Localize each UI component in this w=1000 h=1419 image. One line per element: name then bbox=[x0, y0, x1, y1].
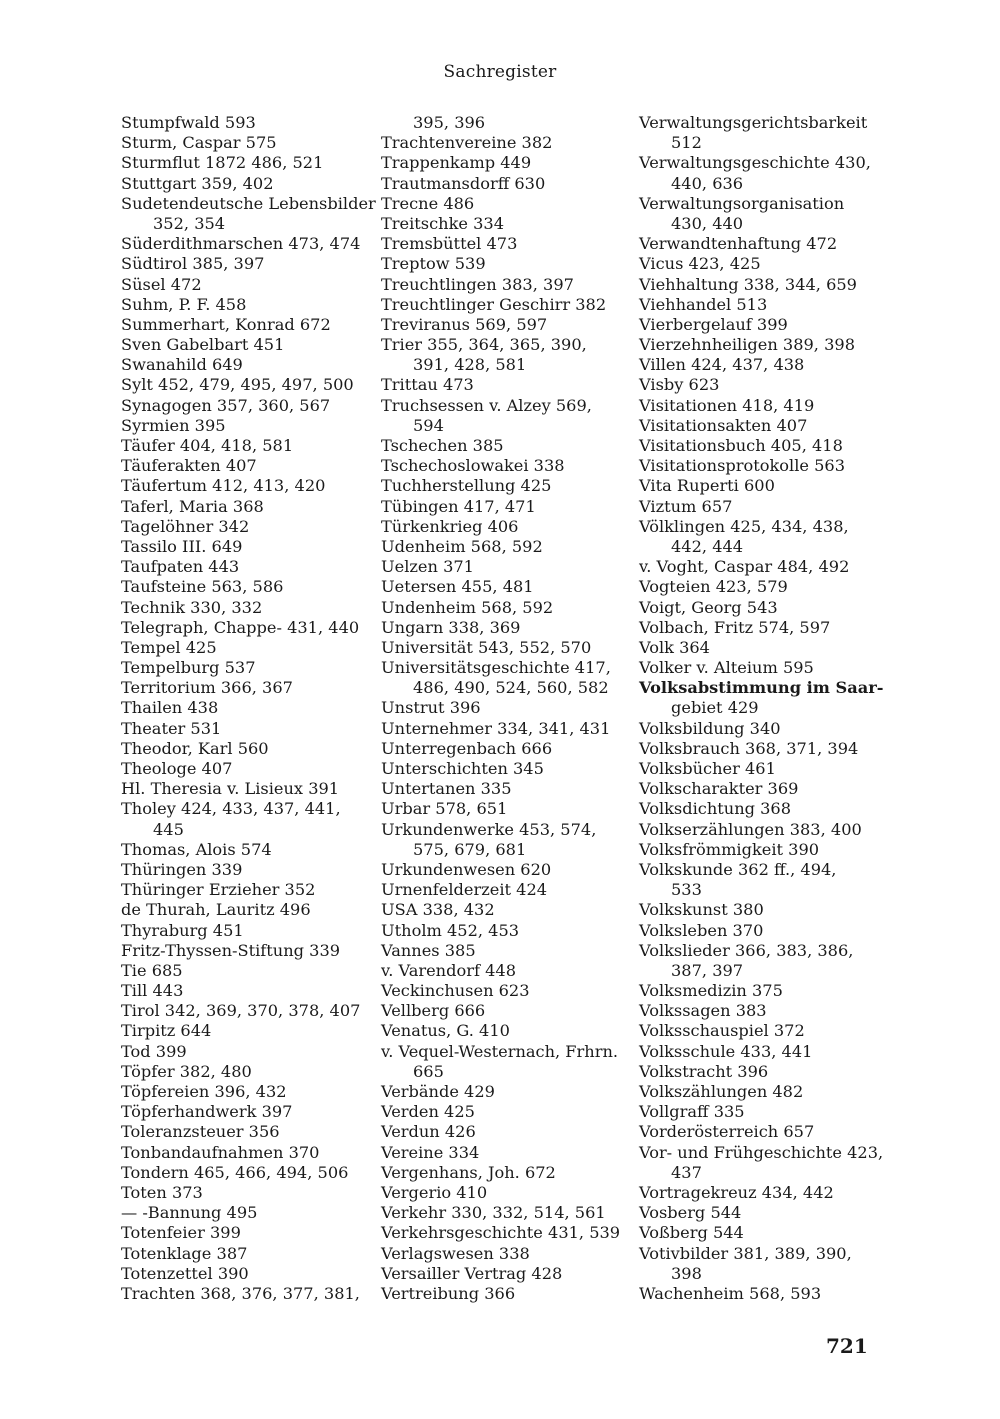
index-entry: Volbach, Fritz 574, 597 bbox=[639, 617, 831, 637]
index-entry: Viztum 657 bbox=[639, 496, 733, 516]
index-entry: Trecne 486 bbox=[381, 193, 475, 213]
index-entry: Truchsessen v. Alzey 569, bbox=[381, 395, 592, 415]
index-entry: Telegraph, Chappe- 431, 440 bbox=[121, 617, 360, 637]
index-entry: Toten 373 bbox=[121, 1182, 203, 1202]
index-entry: Tuchherstellung 425 bbox=[381, 476, 552, 496]
index-entry: Visitationsprotokolle 563 bbox=[639, 456, 846, 476]
index-entry: Urkundenwerke 453, 574, bbox=[381, 819, 597, 839]
index-entry-continuation: 395, 396 bbox=[413, 113, 486, 132]
index-entry: Volksbrauch 368, 371, 394 bbox=[639, 738, 859, 758]
index-entry: Vogteien 423, 579 bbox=[639, 577, 788, 597]
index-entry: Tie 685 bbox=[121, 960, 183, 980]
index-entry: Vollgraff 335 bbox=[639, 1102, 745, 1122]
index-entry: Süderdithmarschen 473, 474 bbox=[121, 234, 361, 254]
index-entry: Untertanen 335 bbox=[381, 779, 512, 799]
index-entry: Voigt, Georg 543 bbox=[639, 597, 778, 617]
index-entry: Urnenfelderzeit 424 bbox=[381, 880, 548, 900]
index-entry: Tagelöhner 342 bbox=[121, 516, 250, 536]
index-entry: Versailler Vertrag 428 bbox=[381, 1263, 563, 1283]
index-entry: USA 338, 432 bbox=[381, 900, 495, 920]
index-entry: Trachtenvereine 382 bbox=[381, 133, 553, 153]
index-entry: Volker v. Alteium 595 bbox=[639, 658, 814, 678]
index-entry: Volkssagen 383 bbox=[639, 1001, 767, 1021]
index-entry-continuation: 391, 428, 581 bbox=[413, 355, 527, 375]
index-entry: Verden 425 bbox=[381, 1102, 475, 1122]
index-entry: Universität 543, 552, 570 bbox=[381, 637, 592, 657]
index-entry: Verdun 426 bbox=[381, 1122, 476, 1142]
index-entry: Sturm, Caspar 575 bbox=[121, 133, 277, 153]
index-entry-continuation: 533 bbox=[671, 880, 702, 900]
index-entry: Volkstracht 396 bbox=[639, 1061, 769, 1081]
index-entry: Uelzen 371 bbox=[381, 557, 474, 577]
index-entry: Visitationsbuch 405, 418 bbox=[639, 436, 843, 455]
index-entry: Vierzehnheiligen 389, 398 bbox=[639, 335, 855, 355]
index-entry: Territorium 366, 367 bbox=[121, 678, 293, 698]
index-entry-continuation: 437 bbox=[671, 1162, 702, 1182]
index-entry: Vertreibung 366 bbox=[381, 1283, 516, 1303]
index-entry: Trautmansdorff 630 bbox=[381, 173, 546, 193]
index-entry: Tempel 425 bbox=[121, 637, 217, 657]
index-entry: Volk 364 bbox=[639, 637, 710, 657]
index-entry: Tübingen 417, 471 bbox=[381, 496, 536, 516]
index-entry-continuation: 594 bbox=[413, 415, 444, 435]
index-entry: Volksdichtung 368 bbox=[639, 799, 792, 819]
index-entry: Sturmflut 1872 486, 521 bbox=[121, 153, 324, 173]
index-entry: Thailen 438 bbox=[121, 698, 219, 718]
index-entry: Volksbildung 340 bbox=[639, 718, 781, 738]
index-entry: Utholm 452, 453 bbox=[381, 920, 520, 940]
index-entry: Theologe 407 bbox=[121, 759, 233, 778]
index-entry: Tremsbüttel 473 bbox=[381, 234, 518, 254]
index-entry-continuation: 440, 636 bbox=[671, 173, 744, 193]
index-entry: Theodor, Karl 560 bbox=[121, 738, 269, 758]
index-entry: Unterregenbach 666 bbox=[381, 738, 553, 758]
index-entry: Vita Ruperti 600 bbox=[639, 476, 775, 496]
index-entry: Hl. Theresia v. Lisieux 391 bbox=[121, 779, 340, 799]
index-entry: Wachenheim 568, 593 bbox=[639, 1283, 822, 1303]
index-entry: Totenzettel 390 bbox=[121, 1263, 249, 1283]
index-entry: Täuferakten 407 bbox=[121, 456, 257, 476]
index-entry: Tempelburg 537 bbox=[121, 658, 256, 678]
index-entry: — -Bannung 495 bbox=[121, 1203, 258, 1223]
index-entry: Synagogen 357, 360, 567 bbox=[121, 395, 331, 415]
index-entry: Volksmedizin 375 bbox=[639, 981, 783, 1001]
index-entry: Treitschke 334 bbox=[381, 213, 505, 233]
index-entry: v. Voght, Caspar 484, 492 bbox=[639, 557, 850, 577]
index-entry: Theater 531 bbox=[121, 718, 222, 738]
page-number: 721 bbox=[826, 1334, 868, 1358]
index-entry: Till 443 bbox=[121, 981, 184, 1001]
index-entry: Volksfrömmigkeit 390 bbox=[639, 839, 820, 859]
index-entry: Taufsteine 563, 586 bbox=[121, 577, 284, 597]
index-entry: Sven Gabelbart 451 bbox=[121, 335, 285, 355]
index-entry: Trittau 473 bbox=[381, 375, 474, 395]
index-entry: Treuchtlinger Geschirr 382 bbox=[381, 294, 607, 314]
index-entry: Töpfereien 396, 432 bbox=[121, 1082, 287, 1101]
index-entry: Volksschauspiel 372 bbox=[639, 1021, 805, 1041]
index-entry: Fritz-Thyssen-Stiftung 339 bbox=[121, 940, 341, 960]
index-entry: Totenfeier 399 bbox=[121, 1223, 241, 1243]
index-column-3 bbox=[639, 113, 891, 1304]
index-entry: Volkslieder 366, 383, 386, bbox=[639, 940, 854, 960]
index-entry: Uetersen 455, 481 bbox=[381, 577, 534, 597]
index-entry: Sudetendeutsche Lebensbilder bbox=[121, 193, 376, 213]
index-entry: Verwaltungsgeschichte 430, bbox=[639, 153, 871, 173]
index-entry: Vannes 385 bbox=[381, 940, 476, 960]
index-entry: Trier 355, 364, 365, 390, bbox=[381, 335, 587, 355]
index-entry: v. Vequel-Westernach, Frhrn. bbox=[381, 1041, 619, 1061]
index-entry: Viehhandel 513 bbox=[639, 294, 768, 314]
index-entry: Totenklage 387 bbox=[121, 1243, 248, 1263]
index-entry: Vicus 423, 425 bbox=[639, 254, 761, 274]
index-entry: Vergenhans, Joh. 672 bbox=[381, 1162, 556, 1182]
index-entry: Volksbücher 461 bbox=[639, 759, 776, 778]
index-entry: Taufpaten 443 bbox=[121, 557, 240, 577]
index-entry: Udenheim 568, 592 bbox=[381, 536, 543, 556]
index-entry: Verkehrsgeschichte 431, 539 bbox=[381, 1223, 621, 1243]
index-entry: Tassilo III. 649 bbox=[121, 536, 243, 556]
index-entry: Suhm, P. F. 458 bbox=[121, 294, 247, 314]
index-entry: Undenheim 568, 592 bbox=[381, 597, 554, 617]
index-entry: Türkenkrieg 406 bbox=[381, 516, 519, 536]
index-entry-continuation: 512 bbox=[671, 133, 702, 153]
index-entry: Veckinchusen 623 bbox=[381, 981, 530, 1001]
index-entry: Verwaltungsgerichtsbarkeit bbox=[639, 113, 868, 132]
index-entry: Ungarn 338, 369 bbox=[381, 617, 521, 637]
index-entry: Summerhart, Konrad 672 bbox=[121, 314, 331, 334]
index-entry: Thüringen 339 bbox=[121, 859, 243, 879]
index-entry: Vellberg 666 bbox=[381, 1001, 486, 1021]
index-entry: Toleranzsteuer 356 bbox=[121, 1122, 280, 1142]
index-entry: Tschechen 385 bbox=[381, 436, 504, 455]
index-column-1 bbox=[121, 113, 376, 1304]
index-entry: Stumpfwald 593 bbox=[121, 113, 256, 132]
index-entry-continuation: 352, 354 bbox=[153, 213, 226, 233]
index-entry: Unterschichten 345 bbox=[381, 759, 544, 778]
index-entry: Volkserzählungen 383, 400 bbox=[639, 819, 862, 839]
index-entry: Töpferhandwerk 397 bbox=[121, 1102, 293, 1122]
index-entry: Tonbandaufnahmen 370 bbox=[121, 1142, 320, 1162]
index-entry: Visitationsakten 407 bbox=[639, 415, 808, 435]
index-entry: Verwandtenhaftung 472 bbox=[639, 234, 838, 254]
index-entry: Täufer 404, 418, 581 bbox=[121, 436, 294, 455]
index-entry: Volkskunde 362 ff., 494, bbox=[639, 859, 837, 879]
index-entry: Viehhaltung 338, 344, 659 bbox=[639, 274, 857, 294]
index-entry: Vereine 334 bbox=[381, 1142, 480, 1162]
index-entry: Treptow 539 bbox=[381, 254, 486, 274]
index-entry: Unternehmer 334, 341, 431 bbox=[381, 718, 611, 738]
index-entry: Urkundenwesen 620 bbox=[381, 859, 552, 879]
index-entry: Tirol 342, 369, 370, 378, 407 bbox=[121, 1001, 361, 1021]
index-entry: Visby 623 bbox=[639, 375, 720, 395]
index-entry: Thyraburg 451 bbox=[121, 920, 244, 940]
index-entry: Trappenkamp 449 bbox=[381, 153, 532, 173]
index-column-2 bbox=[381, 113, 633, 1304]
index-entry: Treuchtlingen 383, 397 bbox=[381, 274, 574, 294]
index-entry: Vergerio 410 bbox=[381, 1182, 488, 1202]
index-entry: Thüringer Erzieher 352 bbox=[121, 880, 316, 900]
index-entry: de Thurah, Lauritz 496 bbox=[121, 900, 311, 920]
index-entry: Volksleben 370 bbox=[639, 920, 764, 940]
index-entry: Verlagswesen 338 bbox=[381, 1243, 530, 1263]
index-entry-continuation: 442, 444 bbox=[671, 536, 744, 556]
index-entry: Trachten 368, 376, 377, 381, bbox=[121, 1283, 360, 1303]
index-entry: Voßberg 544 bbox=[639, 1223, 744, 1243]
index-entry: Vorderösterreich 657 bbox=[639, 1122, 815, 1142]
page-header: Sachregister bbox=[443, 62, 557, 82]
index-entry: Villen 424, 437, 438 bbox=[639, 355, 805, 375]
index-entry-continuation: 387, 397 bbox=[671, 960, 744, 980]
index-entry: Töpfer 382, 480 bbox=[121, 1061, 252, 1081]
index-entry: Verwaltungsorganisation bbox=[639, 193, 845, 213]
index-entry: Technik 330, 332 bbox=[121, 597, 263, 617]
index-entry: Tondern 465, 466, 494, 506 bbox=[121, 1162, 349, 1182]
index-entry: Volkskunst 380 bbox=[639, 900, 764, 920]
index-entry: Venatus, G. 410 bbox=[381, 1021, 510, 1041]
index-entry: Tschechoslowakei 338 bbox=[381, 456, 565, 476]
index-entry-continuation: 398 bbox=[671, 1263, 702, 1283]
index-entry: Universitätsgeschichte 417, bbox=[381, 658, 611, 678]
index-entry-continuation: 430, 440 bbox=[671, 213, 744, 233]
index-entry: Treviranus 569, 597 bbox=[381, 314, 548, 334]
index-entry: Vierbergelauf 399 bbox=[639, 314, 788, 334]
index-entry: Südtirol 385, 397 bbox=[121, 254, 265, 274]
index-entry: Urbar 578, 651 bbox=[381, 799, 508, 819]
index-entry: Tholey 424, 433, 437, 441, bbox=[121, 799, 341, 819]
index-entry: Syrmien 395 bbox=[121, 415, 226, 435]
index-entry: Volksabstimmung im Saar- bbox=[639, 678, 884, 698]
index-entry: Visitationen 418, 419 bbox=[639, 395, 815, 415]
index-entry: Süsel 472 bbox=[121, 274, 202, 294]
index-entry: Swanahild 649 bbox=[121, 355, 243, 375]
index-entry: Tod 399 bbox=[121, 1041, 187, 1061]
index-entry: Vortragekreuz 434, 442 bbox=[639, 1182, 834, 1202]
index-entry: Unstrut 396 bbox=[381, 698, 481, 718]
index-entry-continuation: gebiet 429 bbox=[671, 698, 759, 718]
index-entry: Volksschule 433, 441 bbox=[639, 1041, 813, 1061]
index-entry: Votivbilder 381, 389, 390, bbox=[639, 1243, 852, 1263]
index-entry-continuation: 575, 679, 681 bbox=[413, 839, 527, 859]
index-entry-continuation: 486, 490, 524, 560, 582 bbox=[413, 678, 609, 698]
index-entry: Stuttgart 359, 402 bbox=[121, 173, 274, 193]
index-entry: Thomas, Alois 574 bbox=[121, 839, 272, 859]
index-entry: Taferl, Maria 368 bbox=[121, 496, 264, 516]
index-entry: Täufertum 412, 413, 420 bbox=[121, 476, 326, 496]
index-entry: Vosberg 544 bbox=[639, 1203, 742, 1223]
index-entry: Volkscharakter 369 bbox=[639, 779, 799, 799]
index-entry: Verbände 429 bbox=[381, 1082, 495, 1101]
index-entry-continuation: 665 bbox=[413, 1061, 444, 1081]
index-entry-continuation: 445 bbox=[153, 819, 184, 839]
index-entry: Volkszählungen 482 bbox=[639, 1082, 804, 1101]
index-entry: v. Varendorf 448 bbox=[381, 960, 516, 980]
index-entry: Tirpitz 644 bbox=[121, 1021, 212, 1041]
index-entry: Vor- und Frühgeschichte 423, bbox=[639, 1142, 884, 1162]
index-entry: Sylt 452, 479, 495, 497, 500 bbox=[121, 375, 354, 395]
index-entry: Völklingen 425, 434, 438, bbox=[639, 516, 849, 536]
index-entry: Verkehr 330, 332, 514, 561 bbox=[381, 1203, 606, 1223]
